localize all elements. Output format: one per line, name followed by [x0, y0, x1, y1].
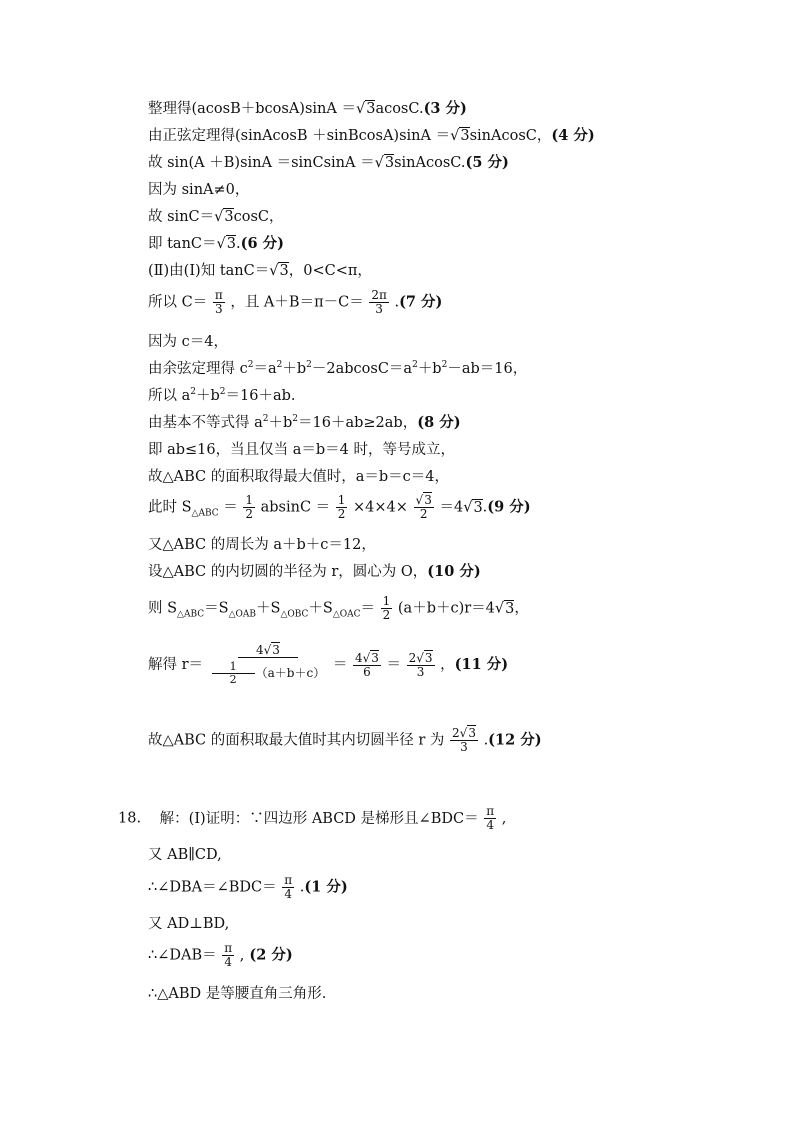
score-mark: (12 分) — [488, 731, 542, 749]
solution-line-4: 因为 sinA≠0， — [148, 182, 250, 198]
solution-line-20: 故△ABC 的面积取最大值时其内切圆半径 r 为 $\frac{2√3}{3}$ .(12 分) — [148, 726, 542, 754]
solution-line-15: 此时 $S_{\triangle ABC}$ ＝ $\frac{1}{2}$ absinC ＝ $\frac{1}{2}$ ×4×4× $\frac{√3}{2}$ ＝4√3.(9 分) — [148, 493, 531, 521]
question-number: 18. — [118, 810, 142, 827]
fraction: $\frac{\pi}{3}$ — [214, 288, 223, 316]
fraction: $\frac{\pi}{4}$ — [486, 804, 495, 832]
fraction: $\frac{√3}{2}$ — [415, 493, 432, 521]
score-mark: (10 分) — [427, 563, 481, 580]
compound-fraction: 4√3 $\frac{1}{2}$ （a＋b＋c） — [209, 644, 328, 686]
solution-line-16: 又△ABC 的周长为 a＋b＋c＝12， — [148, 537, 376, 553]
score-mark: (6 分) — [240, 235, 284, 252]
solution-line-12: 由基本不等式得 $a^2+b^2=16+ab\ge 2ab$，(8 分) — [148, 414, 461, 431]
solution-line-6: 即 tanC＝√3.(6 分) — [148, 235, 284, 252]
score-mark: (1 分) — [304, 878, 348, 896]
fraction: $\frac{\pi}{4}$ — [284, 873, 293, 901]
fraction: $\frac{1}{2}$ — [382, 594, 391, 622]
score-mark: (5 分) — [465, 154, 509, 171]
solution-line-2: 由正弦定理得(sinAcosB ＋sinBcosA)sinA ＝√3sinAcosC，(4 分) — [148, 127, 595, 144]
solution-line-3: 故 sin(A ＋B)sinA ＝sinCsinA ＝√3sinAcosC.(5 分) — [148, 154, 509, 171]
fraction: $\frac{2√3}{3}$ — [408, 650, 433, 679]
question-18-line-2: 又 AB∥CD, — [148, 847, 222, 863]
solution-line-8: 所以 C＝ $\frac{\pi}{3}$ ，且 A＋B＝π－C＝ $\frac{2\pi}{3}$ .(7 分) — [148, 288, 443, 316]
question-18-line-6: ∴△ABD 是等腰直角三角形. — [148, 986, 327, 1002]
solution-line-19: 解得 r＝ 4√3 $\frac{1}{2}$ （a＋b＋c） ＝ $\frac{4√3}{6}$ ＝ $\frac{2√3}{3}$ ，(11 分) — [148, 643, 509, 686]
fraction: $\frac{2\pi}{3}$ — [371, 288, 387, 316]
fraction: $\frac{2√3}{3}$ — [452, 726, 476, 754]
solution-line-10: 由余弦定理得 $c^2=a^2+b^2-2abcosC=a^2+b^2-ab=16$， — [148, 360, 528, 377]
score-mark: (2 分) — [244, 946, 293, 964]
fraction: $\frac{1}{2}$ — [337, 493, 346, 521]
solution-line-9: 因为 c＝4， — [148, 334, 228, 350]
score-mark: (4 分) — [551, 127, 595, 144]
score-mark: (8 分) — [417, 414, 461, 431]
question-18-line-5: ∴∠DAB＝ $\frac{\pi}{4}$ , (2 分) — [148, 941, 293, 969]
fraction: $\frac{\pi}{4}$ — [224, 941, 233, 969]
fraction: $\frac{4√3}{6}$ — [354, 650, 379, 679]
score-mark: (7 分) — [399, 293, 443, 311]
solution-line-18: 则 $S_{\triangle ABC}=S_{\triangle OAB}+S_{\triangle OBC}+S_{\triangle OAC}=$ $\frac{1}{2}$ (a＋b＋c)r＝4√3， — [148, 594, 529, 622]
solution-line-7: (Ⅱ)由(Ⅰ)知 tanC＝√3，0<C<π， — [148, 263, 372, 279]
solution-line-1: 整理得(acosB＋bcosA)sinA ＝√3acosC.(3 分) — [148, 100, 467, 117]
solution-line-5: 故 sinC＝√3cosC， — [148, 209, 284, 225]
solution-line-13: 即 ab≤16，当且仅当 a＝b＝4 时，等号成立， — [148, 442, 456, 458]
score-mark: (3 分) — [423, 100, 467, 117]
solution-line-14: 故△ABC 的面积取得最大值时，a＝b＝c＝4， — [148, 469, 450, 485]
score-mark: (9 分) — [487, 498, 531, 516]
solution-line-11: 所以 $a^2+b^2=16+ab$. — [148, 387, 296, 404]
question-18-line-4: 又 AD⊥BD, — [148, 916, 230, 932]
question-18-line-3: ∴∠DBA＝∠BDC＝ $\frac{\pi}{4}$ .(1 分) — [148, 873, 348, 901]
question-18-line-1: 18. 解：(Ⅰ)证明：∵四边形 ABCD 是梯形且∠BDC＝ $\frac{\pi}{4}$ , — [118, 804, 507, 832]
score-mark: (11 分) — [454, 656, 509, 673]
fraction: $\frac{1}{2}$ — [245, 493, 253, 521]
solution-line-17: 设△ABC 的内切圆的半径为 r，圆心为 O，(10 分) — [148, 563, 481, 580]
